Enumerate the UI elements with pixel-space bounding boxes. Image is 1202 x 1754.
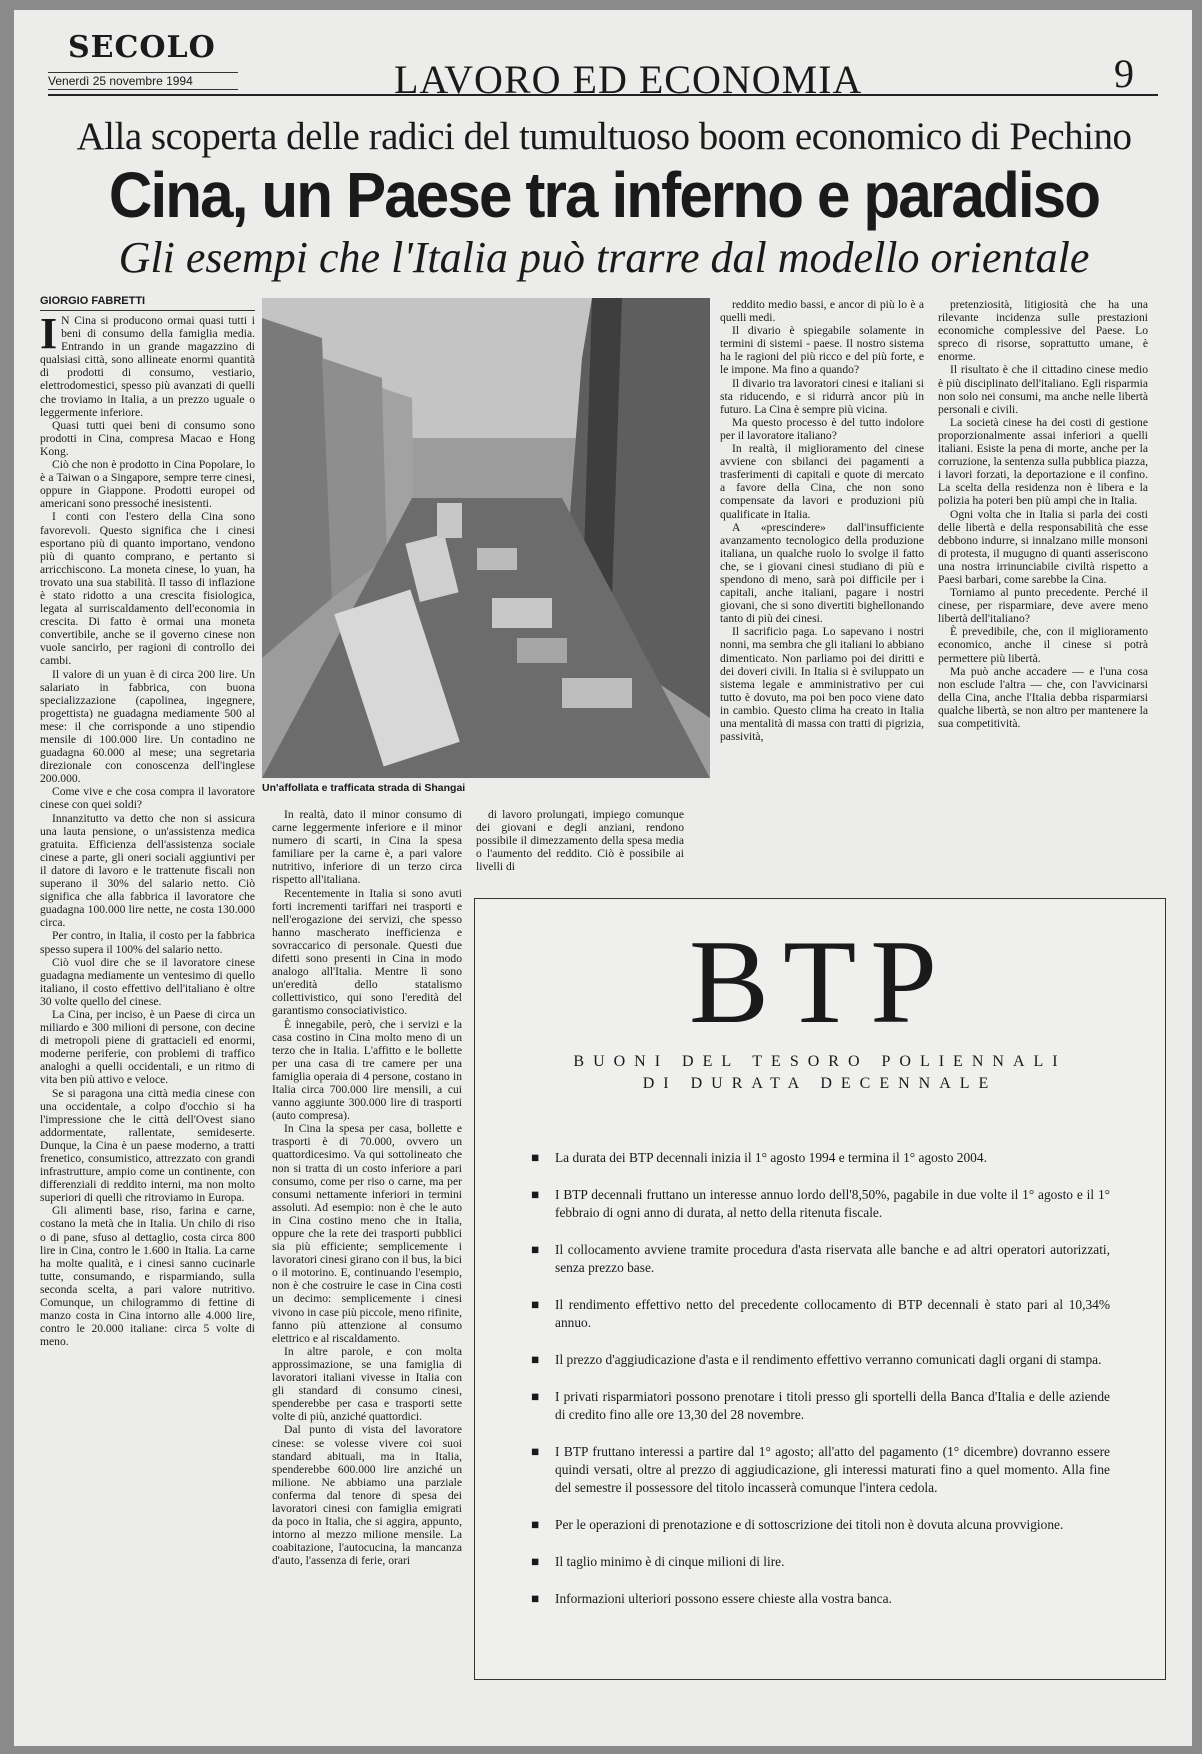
article-paragraph: Ciò che non è prodotto in Cina Popolare, lo è a Taiwan o a Singapore, sempre terre cinesi, oppure in Giappone. Prodotti europei od americani sono pressoché inesistenti.	[40, 458, 255, 511]
article-paragraph: È prevedibile, che, con il miglioramento economico, anche il cinese si potrà permettere più libertà.	[938, 625, 1148, 665]
ad-subtitle	[475, 1051, 1165, 1095]
article-paragraph: Per contro, in Italia, il costo per la fabbrica spesso supera il 100% del salario netto.	[40, 929, 255, 956]
ad-item-text: Il taglio minimo è di cinque milioni di lire.	[555, 1554, 785, 1569]
article-paragraph: Se si paragona una città media cinese con una occidentale, a colpo d'occhio si ha l'impressione che le città dell'Ovest siano addormentate, rallentate, semideserte. Dunque, la Cina è un paese moderno, a tratti frenetico, consumistico, attrezzato con grandi infrastrutture, ampio come un continente, con differenziali di reddito interni, ma non molto superiori di quelli che ritroviamo in Europa.	[40, 1086, 255, 1205]
article-paragraph: Il divario tra lavoratori cinesi e italiani si sta riducendo, e si ridurrà ancor più in futuro. La Cina è sempre più vicina.	[720, 376, 924, 416]
article-paragraph: Dal punto di vista del lavoratore cinese: se volesse vivere coi suoi standard abituali, ma in Italia, spenderebbe 600.000 lire anziché un milione. Ne abbiamo una parziale conferma dal tenore di spesa dei lavoratori cinesi con famiglia emigrati da poco in Italia, che si aggira, appunto, intorno al mezzo milione mensile. La coabitazione, l'autocucina, la mancanza d'auto, l'assenza di ferie, orari	[272, 1423, 462, 1568]
article-paragraph: È innegabile, però, che i servizi e la casa costino in Cina molto meno di un terzo che in Italia. L'affitto e le bollette per una casa di tre camere per una famiglia operaia di 4 persone, costano in Italia circa 700.000 lire mensili, a cui vanno aggiunte 300.000 lire di trasporti (auto compresa).	[272, 1017, 462, 1123]
article-column-1	[40, 314, 255, 1734]
square-bullet-icon: ■	[531, 1517, 540, 1532]
article-paragraph-text: N Cina si producono ormai quasi tutti i beni di consumo della famiglia media. Entrando in un grande magazzino di qualsiasi città, sono allineate enormi quantità di prodotti di consumo, vestiario, elettrodomestici, spesso più avanzati di quelli che troviamo in Italia, a un prezzo uguale o leggermente inferiore.	[40, 314, 255, 419]
ad-item-text: I privati risparmiatori possono prenotare i titoli presso gli sportelli della Banca d'Italia e delle aziende di credito fino alle ore 13,30 del 28 novembre.	[555, 1389, 1110, 1422]
section-title-text: LAVORO ED ECONOMIA	[394, 57, 863, 102]
square-bullet-icon: ■	[531, 1242, 540, 1257]
drop-cap: I	[40, 314, 58, 358]
article-paragraph: Il divario è spiegabile solamente in termini di sistemi - paese. Il nostro sistema ha le ragioni del più ricco e del più forte, e le impone. Ma fino a quando?	[720, 324, 924, 377]
article-paragraph: Il sacrificio paga. Lo sapevano i nostri nonni, ma sembra che gli italiani lo abbiano dimenticato. Non parliamo poi dei diritti e dei doveri civili. In Italia si è sviluppato un sistema legale e amministrativo per cui tutto è dovuto, ma poi ben poco viene dato in cambio. Questo clima ha creato in Italia una mentalità di massa con tratti di pigrizia, passività,	[720, 625, 924, 744]
article-column-4	[720, 298, 924, 888]
article-subhead: Gli esempi che l'Italia può trarre dal modello orientale	[118, 233, 1090, 282]
ad-title: BTP	[688, 915, 952, 1048]
ad-list-item	[525, 1388, 1110, 1424]
ad-item-text: Il prezzo d'aggiudicazione d'asta e il rendimento effettivo verranno comunicati dagli organi di stampa.	[555, 1352, 1102, 1367]
article-paragraph: Ma può anche accadere — e l'una cosa non esclude l'altra — che, con l'avvicinarsi della Cina, anche l'Italia debba risparmiarsi qualche libertà, se non altro per mantenere la sua competitività.	[938, 664, 1148, 730]
square-bullet-icon: ■	[531, 1591, 540, 1606]
article-column-5	[938, 298, 1148, 888]
ad-item-text: Il collocamento avviene tramite procedura d'asta riservata alle banche e ad altri operatori autorizzati, senza prezzo base.	[555, 1242, 1110, 1275]
newspaper-page	[14, 10, 1192, 1746]
ad-list-item	[525, 1443, 1110, 1497]
square-bullet-icon: ■	[531, 1187, 540, 1202]
article-byline: GIORGIO FABRETTI	[40, 295, 255, 311]
article-paragraph: reddito medio bassi, e ancor di più lo è a quelli medi.	[720, 298, 924, 325]
ad-item-text: I BTP fruttano interessi a partire dal 1° agosto; all'atto del pagamento (1° dicembre) dovranno essere quindi versati, oltre al prezzo di aggiudicazione, gli interessi maturati fino a quel momento. Alla fine del semestre il possessore del titolo incasserà comunque l'intera cedola.	[555, 1444, 1110, 1495]
square-bullet-icon: ■	[531, 1352, 540, 1367]
article-paragraph: pretenziosità, litigiosità che ha una rilevante incidenza sulle prestazioni economiche complessive del Paese. Lo spreco di risorse, soprattutto umane, è enorme.	[938, 298, 1148, 364]
article-paragraph: Ma questo processo è del tutto indolore per il lavoratore italiano?	[720, 415, 924, 442]
article-paragraph: La società cinese ha dei costi di gestione proporzionalmente assai inferiori a quelli italiani. Esiste la pena di morte, anche per la corruzione, la sentenza sulla pubblica piazza, i lavori forzati, la deportazione e il confino. La scelta della residenza non è libera e la polizia ha poteri ben più ampi che in Italia.	[938, 415, 1148, 508]
article-paragraph: Gli alimenti base, riso, farina e carne, costano la metà che in Italia. Un chilo di riso o di pane, sfuso al dettaglio, costa circa 800 lire in Cina, contro le 1.600 in Italia. La carne ha molte qualità, e i cinesi sanno cucinarle tutte, consumando, e risparmiando, sulla seconda scelta, a pari valore nutritivo. Comunque, un chilogrammo di fettine di manzo costa in Cina intorno alle 4.000 lire, contro le 20.000 italiane: circa 5 volte di meno.	[40, 1204, 255, 1349]
article-paragraph: La Cina, per inciso, è un Paese di circa un miliardo e 300 milioni di persone, con decine di metropoli piene di grattacieli ed enormi, moderne periferie, con problemi di traffico analoghi a quelli occidentali, e un ritmo di vita ben più attivo e veloce.	[40, 1007, 255, 1087]
article-paragraph: I conti con l'estero della Cina sono favorevoli. Questo significa che i cinesi esportano più di quanto importano, vendono più di quanto comprano, e pertanto si arricchiscono. La moneta cinese, lo yuan, ha trovato una sua stabilità. Il tasso di inflazione è stato ridotto a una crescita fisiologica, legata al surriscaldamento dell'economia in crescita. Di fatto è ormai una moneta convertibile, anche se il governo cinese non vuole sancirlo, per ragioni di controllo dei cambi.	[40, 510, 255, 668]
btp-advertisement	[474, 898, 1166, 1680]
ad-subtitle-line-1: BUONI DEL TESORO POLIENNALI	[573, 1053, 1067, 1070]
ad-item-text: La durata dei BTP decennali inizia il 1° agosto 1994 e termina il 1° agosto 2004.	[555, 1150, 987, 1165]
ad-list-item	[525, 1590, 1110, 1608]
ad-subtitle-line-2: DI DURATA DECENNALE	[642, 1075, 998, 1092]
article-paragraph: Torniamo al punto precedente. Perché il cinese, per risparmiare, deve avere meno libertà dell'italiano?	[938, 586, 1148, 626]
article-paragraph: Innanzitutto va detto che non si assicura una lauta pensione, o un'assistenza medica gratuita. Efficienza dell'assistenza sociale cinese a parte, gli oneri sociali aggiuntivi per il datore di lavoro e le trattenute fiscali non superano il 30% del salario netto. Ciò significa che alla fabbrica il lavoratore che guadagna 100.000 lire nette, ne costa 130.000 circa.	[40, 811, 255, 930]
article-column-2	[272, 808, 462, 1738]
ad-item-text: Per le operazioni di prenotazione e di sottoscrizione dei titoli non è dovuta alcuna provvigione.	[555, 1517, 1064, 1532]
article-paragraph: Ogni volta che in Italia si parla dei costi delle libertà e della responsabilità che esse debbono indurre, si innalzano mille monsoni di protesta, il mugugno di quanti asseriscono una nostra irrinunciabile civiltà rispetto a Paesi barbari, come sarebbe la Cina.	[938, 507, 1148, 586]
ad-item-text: I BTP decennali fruttano un interesse annuo lordo dell'8,50%, pagabile in due volte il 1° agosto e il 1° febbraio di ogni anno di durata, al netto della ritenuta fiscale.	[555, 1187, 1110, 1220]
article-headline: Cina, un Paese tra inferno e paradiso	[108, 159, 1100, 231]
article-paragraph	[40, 314, 255, 419]
article-paragraph: Il risultato è che il cittadino cinese medio è più disciplinato dell'italiano. Egli risparmia non solo nei consumi, ma anche nelle libertà personali e civili.	[938, 363, 1148, 416]
article-column-3	[476, 808, 684, 888]
article-paragraph: Come vive e che cosa compra il lavoratore cinese con quei soldi?	[40, 785, 255, 812]
street-photo-illustration	[262, 298, 710, 778]
square-bullet-icon: ■	[531, 1389, 540, 1404]
article-kicker: Alla scoperta delle radici del tumultuoso boom economico di Pechino	[76, 115, 1132, 158]
ad-list-item	[525, 1186, 1110, 1222]
article-paragraph: In altre parole, e con molta approssimazione, se una famiglia di lavoratori italiani vivesse in Italia con gli standard di consumo cinesi, spenderebbe per casa e trasporti sette volte di più, anziché quattordici.	[272, 1344, 462, 1424]
ad-bullet-list	[525, 1149, 1110, 1627]
ad-list-item	[525, 1553, 1110, 1571]
square-bullet-icon: ■	[531, 1554, 540, 1569]
article-paragraph: In realtà, il miglioramento del cinese avviene con sbilanci dei pagamenti a trasferimenti di capitali e quote di mercato a favore della Cina, che non sono compensate da lavori e produzioni più qualificate in Italia.	[720, 442, 924, 521]
masthead-rule	[48, 94, 1158, 96]
ad-list-item	[525, 1351, 1110, 1369]
ad-list-item	[525, 1149, 1110, 1167]
article-paragraph: Recentemente in Italia si sono avuti forti incrementi tariffari nei trasporti e nell'erogazione dei servizi, che spesso hanno mascherato inefficienza e sovraccarico di personale. Questi due difetti sono presenti in Cina in modo analogo all'Italia. Mentre lì sono un'eredità dello statalismo collettivistico, qui sono l'eredità del garantismo consociativistico.	[272, 886, 462, 1018]
article-paragraph: Quasi tutti quei beni di consumo sono prodotti in Cina, compresa Macao e Hong Kong.	[40, 418, 255, 458]
ad-item-text: Il rendimento effettivo netto del precedente collocamento di BTP decennali è stato pari al 10,34% annuo.	[555, 1297, 1110, 1330]
square-bullet-icon: ■	[531, 1297, 540, 1312]
newspaper-logo: SECOLO	[68, 30, 216, 65]
article-paragraph: Ciò vuol dire che se il lavoratore cinese guadagna mediamente un ventesimo di quello italiano, il costo effettivo dell'italiano è oltre 30 volte quello del cinese.	[40, 955, 255, 1008]
photo-caption: Un'affollata e trafficata strada di Shangai	[262, 782, 466, 794]
square-bullet-icon: ■	[531, 1444, 540, 1459]
article-paragraph: di lavoro prolungati, impiego comunque dei giovani e degli anziani, rendono possibile il dimezzamento della spesa media o l'aumento del reddito. Ciò è possibile ai livelli di	[476, 808, 684, 874]
article-paragraph: In Cina la spesa per casa, bollette e trasporti è di 70.000, ovvero un quattordicesimo. Va qui sottolineato che non si tratta di un costo inferiore a pari consumo, come per riso o carne, ma per consumi nettamente inferiori in termini assoluti. Ad esempio: non è che le auto in Cina costino meno che in Italia, oppure che la rete dei trasporti pubblici sia più efficiente; semplicemente i lavoratori cinesi girano con il bus, la bici o il motorino. E, continuando l'esempio, non è che costruire le case in Cina costi un decimo: semplicemente i cinesi vivono in case più piccole, meno rifinite, fanno più attenzione al consumo elettrico e al riscaldamento.	[272, 1122, 462, 1345]
square-bullet-icon: ■	[531, 1150, 540, 1165]
ad-item-text: Informazioni ulteriori possono essere chieste alla vostra banca.	[555, 1591, 892, 1606]
ad-list-item	[525, 1296, 1110, 1332]
ad-list-item	[525, 1241, 1110, 1277]
article-paragraph: Il valore di un yuan è di circa 200 lire. Un salariato in fabbrica, con buona specializzazione (capolinea, ingegnere, progettista) ne guadagna mediamente 500 al mese: il che corrisponde a uno stipendio mensile di 100.000 lire. Un contadino ne guadagna 60.000 al mese; una segretaria direzionale con conoscenza dell'inglese 200.000.	[40, 667, 255, 786]
issue-date: Venerdì 25 novembre 1994	[48, 72, 238, 90]
page-number: 9	[1114, 51, 1134, 96]
article-paragraph: A «prescindere» dall'insufficiente avanzamento tecnologico della produzione italiana, un qualche ruolo lo svolge il fatto che, se i giovani cinesi studiano di più e spendono di meno, sarà poi difficile per i capitali, anche italiani, pagare i nostri giovani, che si sono divertiti bighellonando tanto di più dei cinesi.	[720, 520, 924, 626]
street-photo	[262, 298, 710, 778]
ad-list-item	[525, 1516, 1110, 1534]
article-paragraph: In realtà, dato il minor consumo di carne leggermente inferiore e il minor numero di scarti, in Cina la spesa familiare per la carne è, a pari valore nutritivo, inferiore di un terzo circa rispetto all'italiana.	[272, 808, 462, 887]
